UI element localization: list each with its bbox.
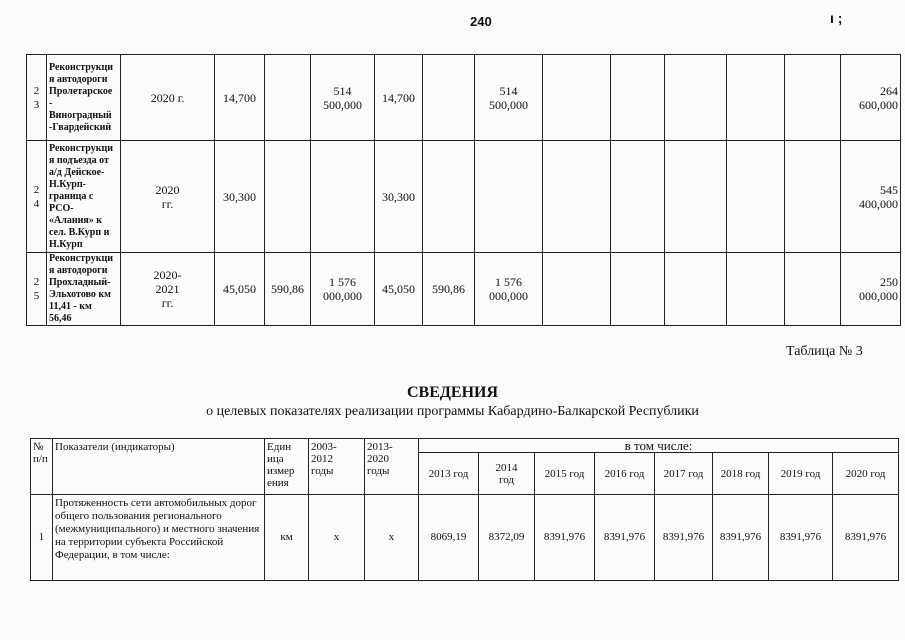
projects-table — [26, 54, 901, 326]
row-unit: км — [265, 495, 309, 581]
value-col-3: 30,300 — [215, 141, 265, 253]
value-col-6: 14,700 — [375, 55, 423, 141]
value-col-5: 514 500,000 — [311, 55, 375, 141]
value-col-5 — [311, 141, 375, 253]
row-value-2018: 8391,976 — [713, 495, 769, 581]
table-caption: Таблица № 3 — [786, 344, 863, 359]
row-value-2015: 8391,976 — [535, 495, 595, 581]
value-col-6: 30,300 — [375, 141, 423, 253]
value-last: 264 600,000 — [841, 55, 901, 141]
empty-cell — [665, 55, 727, 141]
row-value-2017: 8391,976 — [655, 495, 713, 581]
project-name: Реконструкци я подъезда от а/д Дейское- Н.Курп- граница с РСО- «Алания» к сел. В.Курп и Н.Курп — [47, 141, 121, 253]
header-num: № п/п — [31, 439, 53, 495]
header-year: 2015 год — [535, 453, 595, 495]
value-col-8 — [475, 141, 543, 253]
value-col-5: 1 576 000,000 — [311, 253, 375, 326]
header-including: в том числе: — [419, 439, 899, 453]
corner-marks: ı ; — [830, 10, 843, 26]
value-col-4 — [265, 55, 311, 141]
empty-cell — [543, 141, 611, 253]
row-value-2016: 8391,976 — [595, 495, 655, 581]
row-number: 2 4 — [27, 141, 47, 253]
value-col-3: 14,700 — [215, 55, 265, 141]
empty-cell — [727, 253, 785, 326]
empty-cell — [611, 253, 665, 326]
row-value-2020: 8391,976 — [833, 495, 899, 581]
table-row — [27, 253, 901, 326]
empty-cell — [665, 141, 727, 253]
empty-cell — [785, 55, 841, 141]
row-number: 2 5 — [27, 253, 47, 326]
header-year: 2018 год — [713, 453, 769, 495]
header-period-2013-2020: 2013- 2020 годы — [365, 439, 419, 495]
value-col-3: 45,050 — [215, 253, 265, 326]
empty-cell — [611, 55, 665, 141]
header-year: 2020 год — [833, 453, 899, 495]
row-period-2003-2012: х — [309, 495, 365, 581]
section-subtitle: о целевых показателях реализации программы Кабардино-Балкарской Республики — [206, 404, 699, 419]
value-col-4 — [265, 141, 311, 253]
value-col-7 — [423, 141, 475, 253]
row-value-2014: 8372,09 — [479, 495, 535, 581]
header-year: 2014 год — [479, 453, 535, 495]
indicators-table — [30, 438, 899, 581]
value-col-7: 590,86 — [423, 253, 475, 326]
header-year: 2019 год — [769, 453, 833, 495]
empty-cell — [611, 141, 665, 253]
value-col-7 — [423, 55, 475, 141]
value-col-8: 514 500,000 — [475, 55, 543, 141]
empty-cell — [665, 253, 727, 326]
header-year: 2017 год — [655, 453, 713, 495]
table-row — [27, 141, 901, 253]
page-number: 240 — [470, 14, 492, 29]
year: 2020- 2021 гг. — [121, 253, 215, 326]
row-period-2013-2020: х — [365, 495, 419, 581]
empty-cell — [785, 141, 841, 253]
row-num: 1 — [31, 495, 53, 581]
header-unit: Един ица измер ения — [265, 439, 309, 495]
project-name: Реконструкци я автодороги Прохладный- Эльхотово км 11,41 - км 56,46 — [47, 253, 121, 326]
header-year: 2013 год — [419, 453, 479, 495]
empty-cell — [785, 253, 841, 326]
row-number: 2 3 — [27, 55, 47, 141]
row-value-2013: 8069,19 — [419, 495, 479, 581]
year: 2020 гг. — [121, 141, 215, 253]
header-indicator: Показатели (индикаторы) — [53, 439, 265, 495]
value-col-4: 590,86 — [265, 253, 311, 326]
empty-cell — [543, 253, 611, 326]
empty-cell — [727, 55, 785, 141]
value-col-6: 45,050 — [375, 253, 423, 326]
section-title: СВЕДЕНИЯ — [406, 384, 499, 401]
header-year: 2016 год — [595, 453, 655, 495]
header-period-2003-2012: 2003- 2012 годы — [309, 439, 365, 495]
value-last: 250 000,000 — [841, 253, 901, 326]
row-indicator: Протяженность сети автомобильных дорог общего пользования регионального (межмуниципального) и местного значения на территории субъекта Российской Федерации, в том числе: — [53, 495, 265, 581]
value-last: 545 400,000 — [841, 141, 901, 253]
row-value-2019: 8391,976 — [769, 495, 833, 581]
year: 2020 г. — [121, 55, 215, 141]
empty-cell — [727, 141, 785, 253]
project-name: Реконструкци я автодороги Пролетарское - Виноградный -Гвардейский — [47, 55, 121, 141]
empty-cell — [543, 55, 611, 141]
table-row — [27, 55, 901, 141]
value-col-8: 1 576 000,000 — [475, 253, 543, 326]
